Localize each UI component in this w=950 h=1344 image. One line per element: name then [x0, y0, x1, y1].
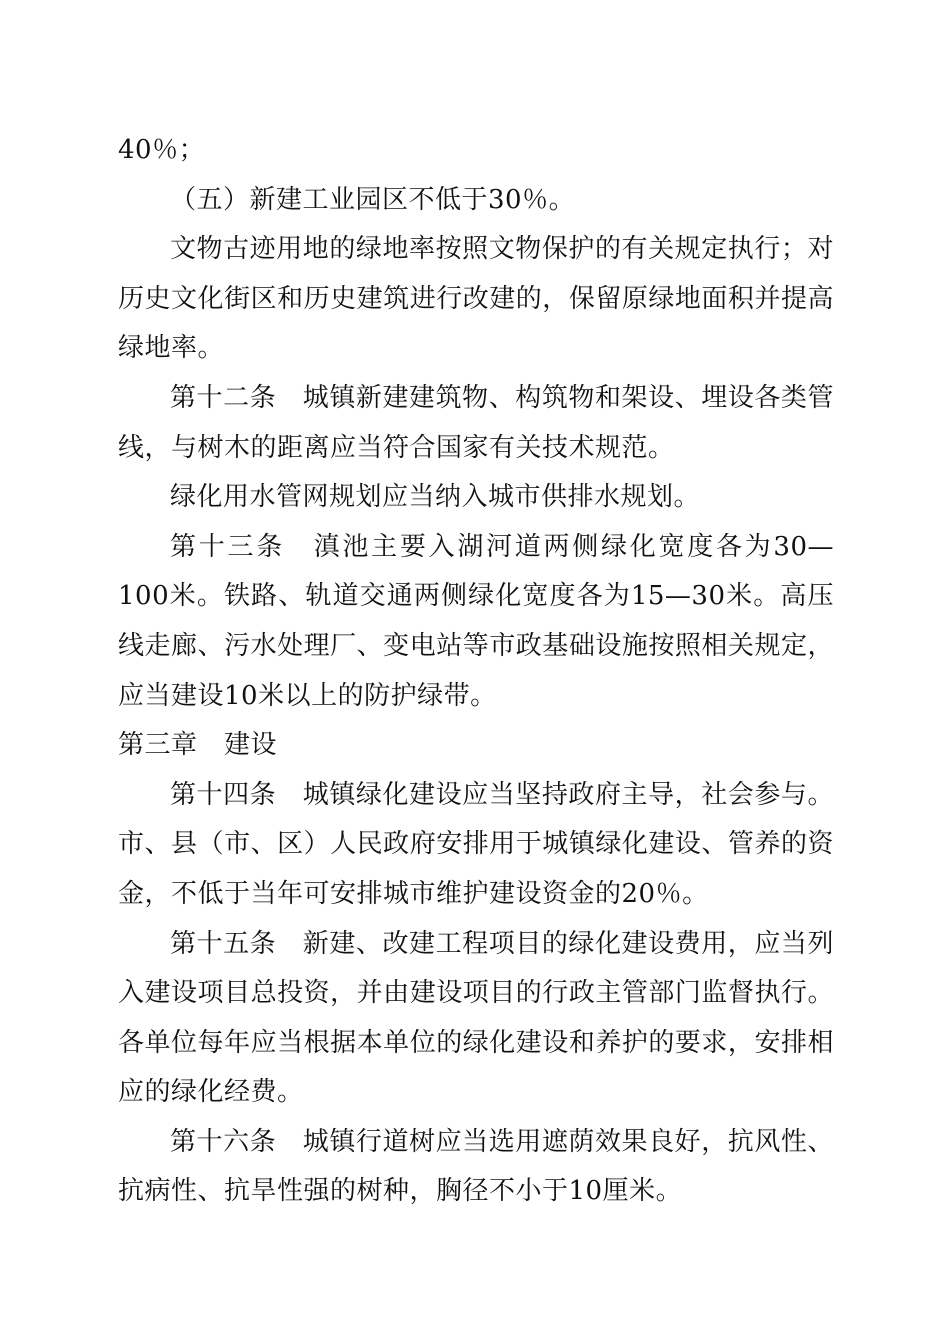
document-body	[118, 126, 834, 1217]
article-13: 第十三条 滇池主要入湖河道两侧绿化宽度各为30—100米。铁路、轨道交通两侧绿化宽度各为15—30米。高压线走廊、污水处理厂、变电站等市政基础设施按照相关规定，应当建设10米以上的防护绿带。	[118, 531, 834, 711]
paragraph-water-pipe-planning: 绿化用水管网规划应当纳入城市供排水规划。	[170, 482, 701, 513]
paragraph-continuation: 40％；	[118, 135, 206, 165]
article-15: 第十五条 新建、改建工程项目的绿化建设费用，应当列入建设项目总投资，并由建设项目的行政主管部门监督执行。各单位每年应当根据本单位的绿化建设和养护的要求，安排相应的绿化经费。	[118, 928, 834, 1108]
article-16: 第十六条 城镇行道树应当选用遮荫效果良好，抗风性、抗病性、抗旱性强的树种，胸径不小于10厘米。	[118, 1126, 834, 1207]
paragraph-heritage-greening: 文物古迹用地的绿地率按照文物保护的有关规定执行；对历史文化街区和历史建筑进行改建的，保留原绿地面积并提高绿地率。	[118, 234, 834, 364]
article-14: 第十四条 城镇绿化建设应当坚持政府主导，社会参与。市、县（市、区）人民政府安排用于城镇绿化建设、管养的资金，不低于当年可安排城市维护建设资金的20％。	[118, 779, 834, 909]
chapter-heading: 第三章 建设	[118, 730, 278, 761]
paragraph-item-five: （五）新建工业园区不低于30％。	[170, 184, 576, 215]
article-12: 第十二条 城镇新建建筑物、构筑物和架设、埋设各类管线，与树木的距离应当符合国家有关技术规范。	[118, 382, 834, 463]
